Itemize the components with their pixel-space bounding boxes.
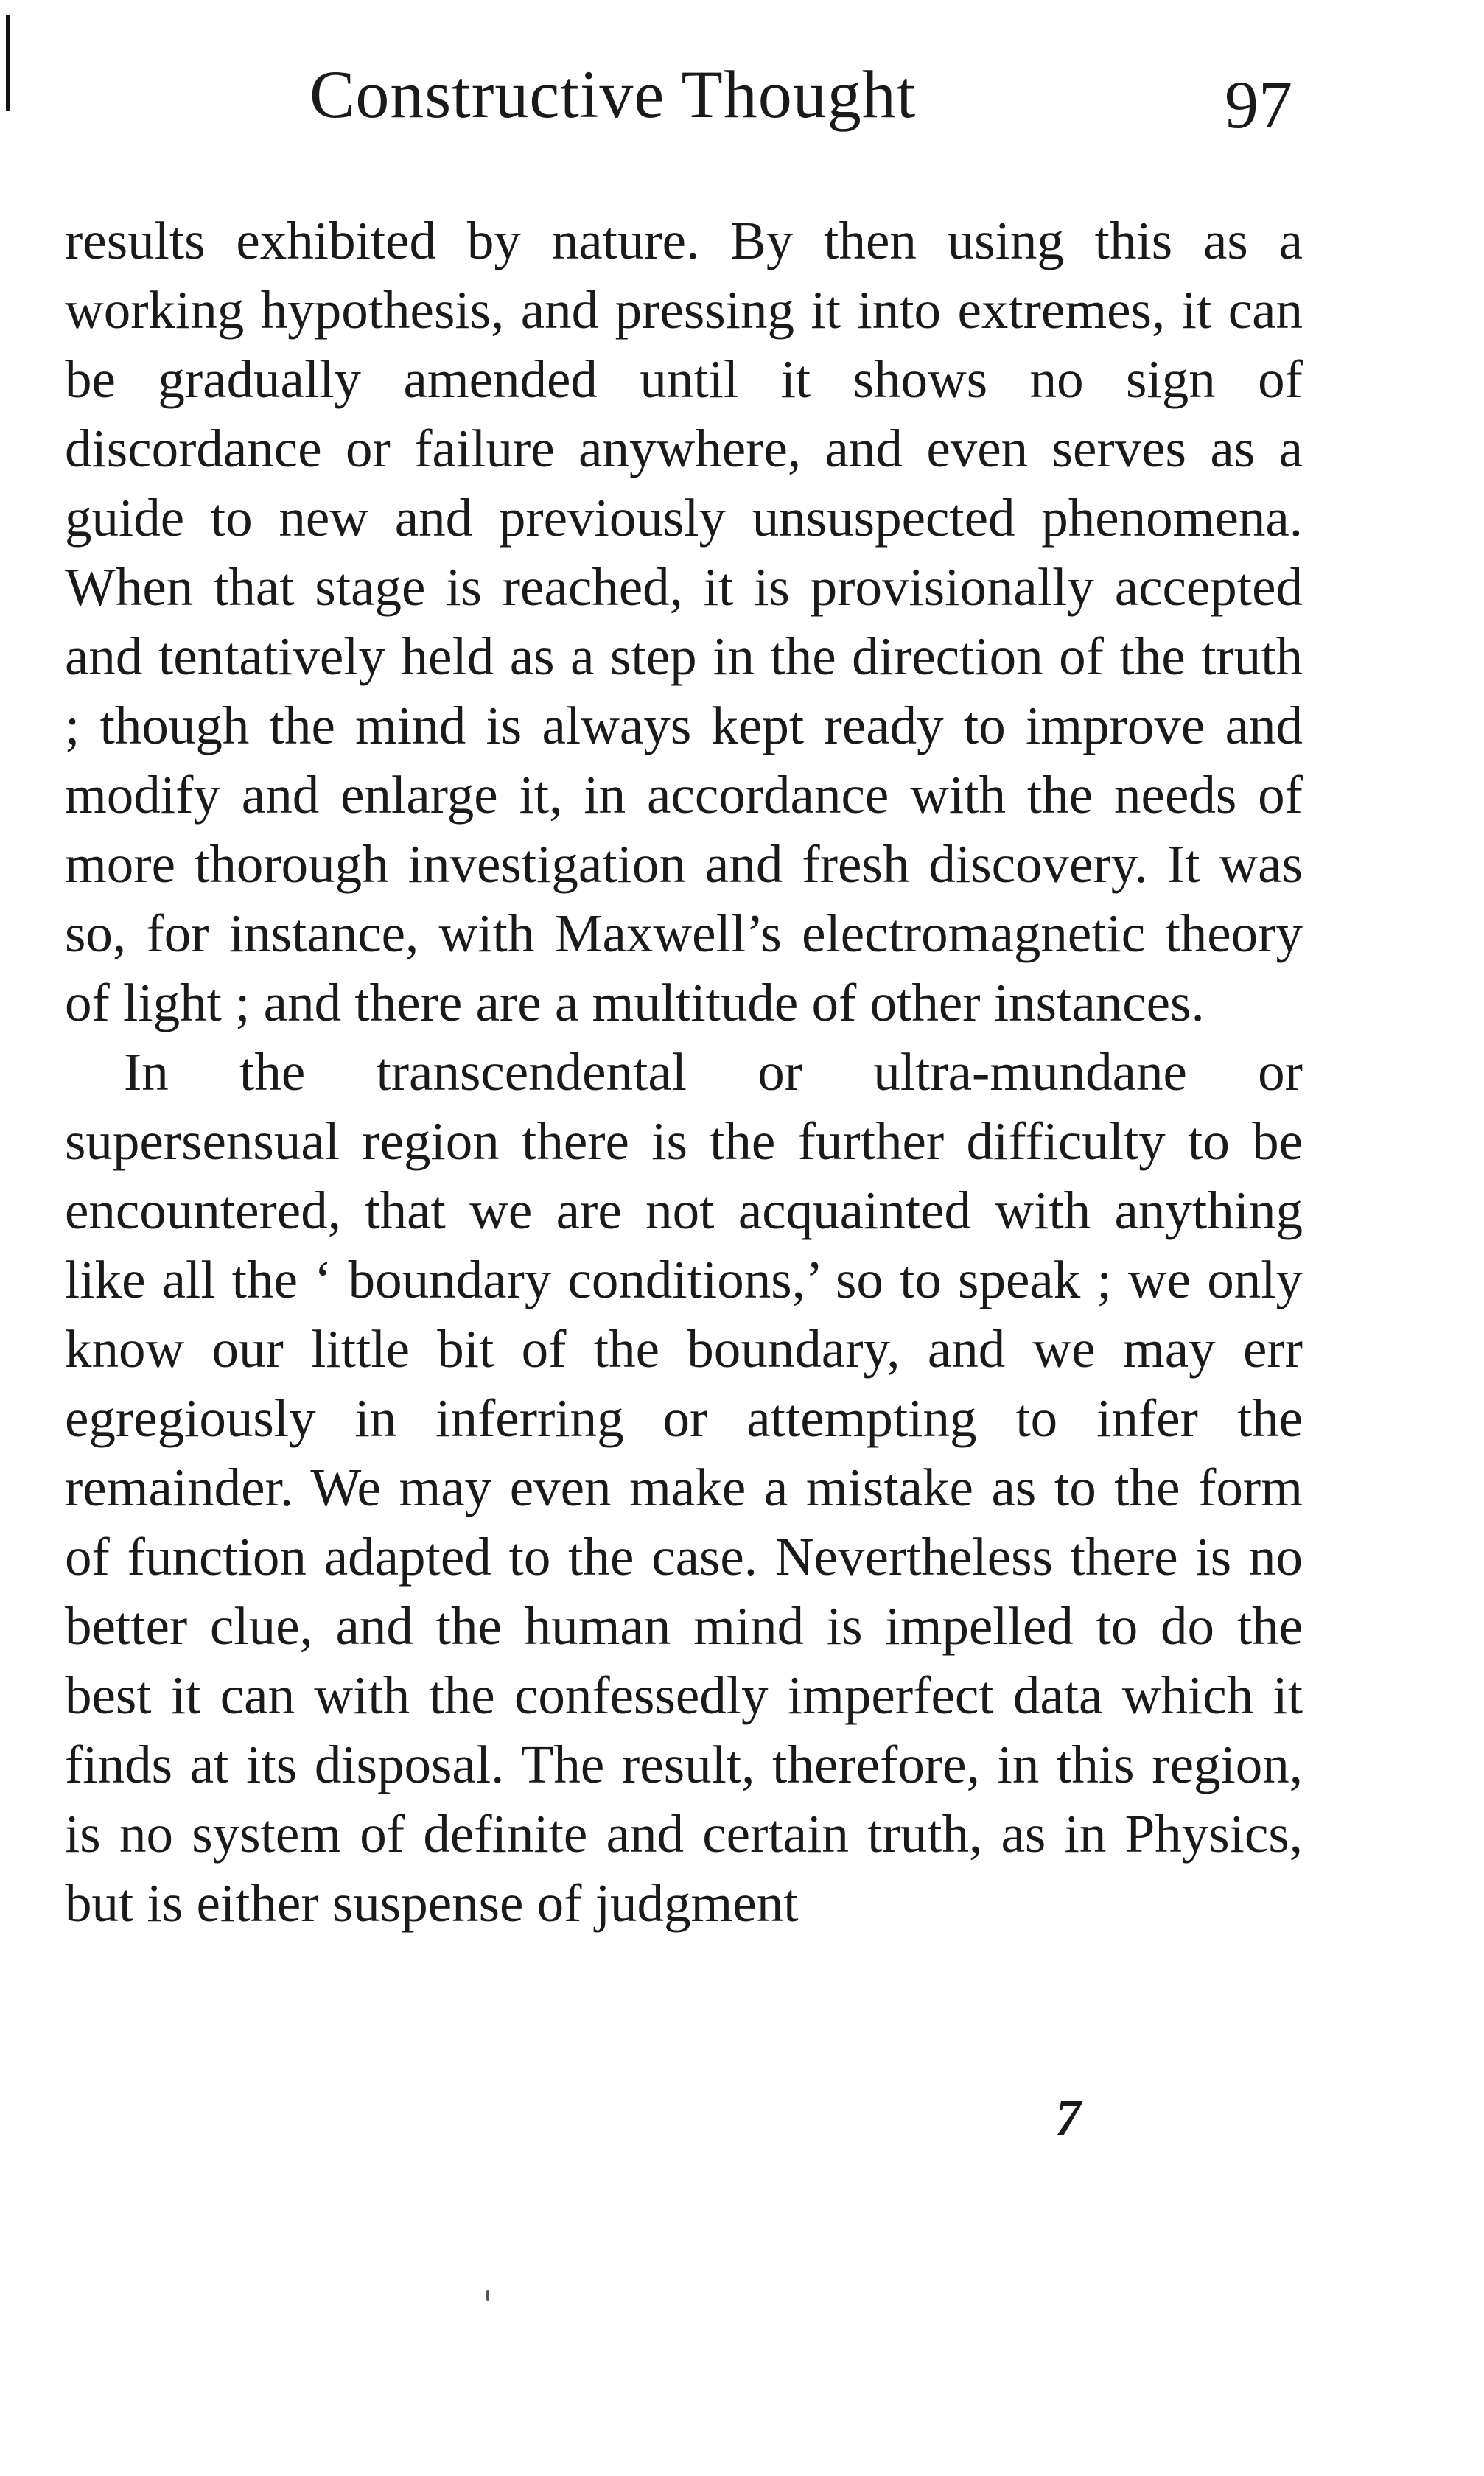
paragraph: In the transcendental or ultra-mundane or supersensual region there is the further difficulty to be encountered, that we are not acquainted with anything like all the ‘ boundary conditions,’ so to speak ; we only know our little bit of the boundary, and we may err egregiously in inferring or attempting to infer the remainder. We may even make a mistake as to the form of function adapted to the case. Nevertheless there is no better clue, and the human mind is impelled to do the best it can with the confessedly imperfect data which it finds at its disposal. The result, therefore, in this region, is no system of definite and certain truth, as in Physics, but is either suspense of judgment <box>65 1042 1303 1933</box>
page-number: 97 <box>1225 67 1292 142</box>
body-text <box>65 206 1303 1938</box>
page-edge-rule <box>6 15 10 111</box>
paragraph-continued: results exhibited by nature. By then using this as a working hypothesis, and pressing it into extremes, it can be gradually amended until it shows no sign of discordance or failure anywhere, and even serves as a guide to new and previously unsuspected phenomena. When that stage is reached, it is provisionally accepted and tentatively held as a step in the direction of the truth ; though the mind is always kept ready to improve and modify and enlarge it, in accordance with the needs of more thorough investigation and fresh discovery. It was so, for instance, with Maxwell’s electromagnetic theory of light ; and there are a multitude of other instances. <box>65 211 1303 1032</box>
paper-speck <box>486 2290 489 2301</box>
running-title: Constructive Thought <box>309 57 917 132</box>
signature-mark: 7 <box>1055 2090 1081 2147</box>
